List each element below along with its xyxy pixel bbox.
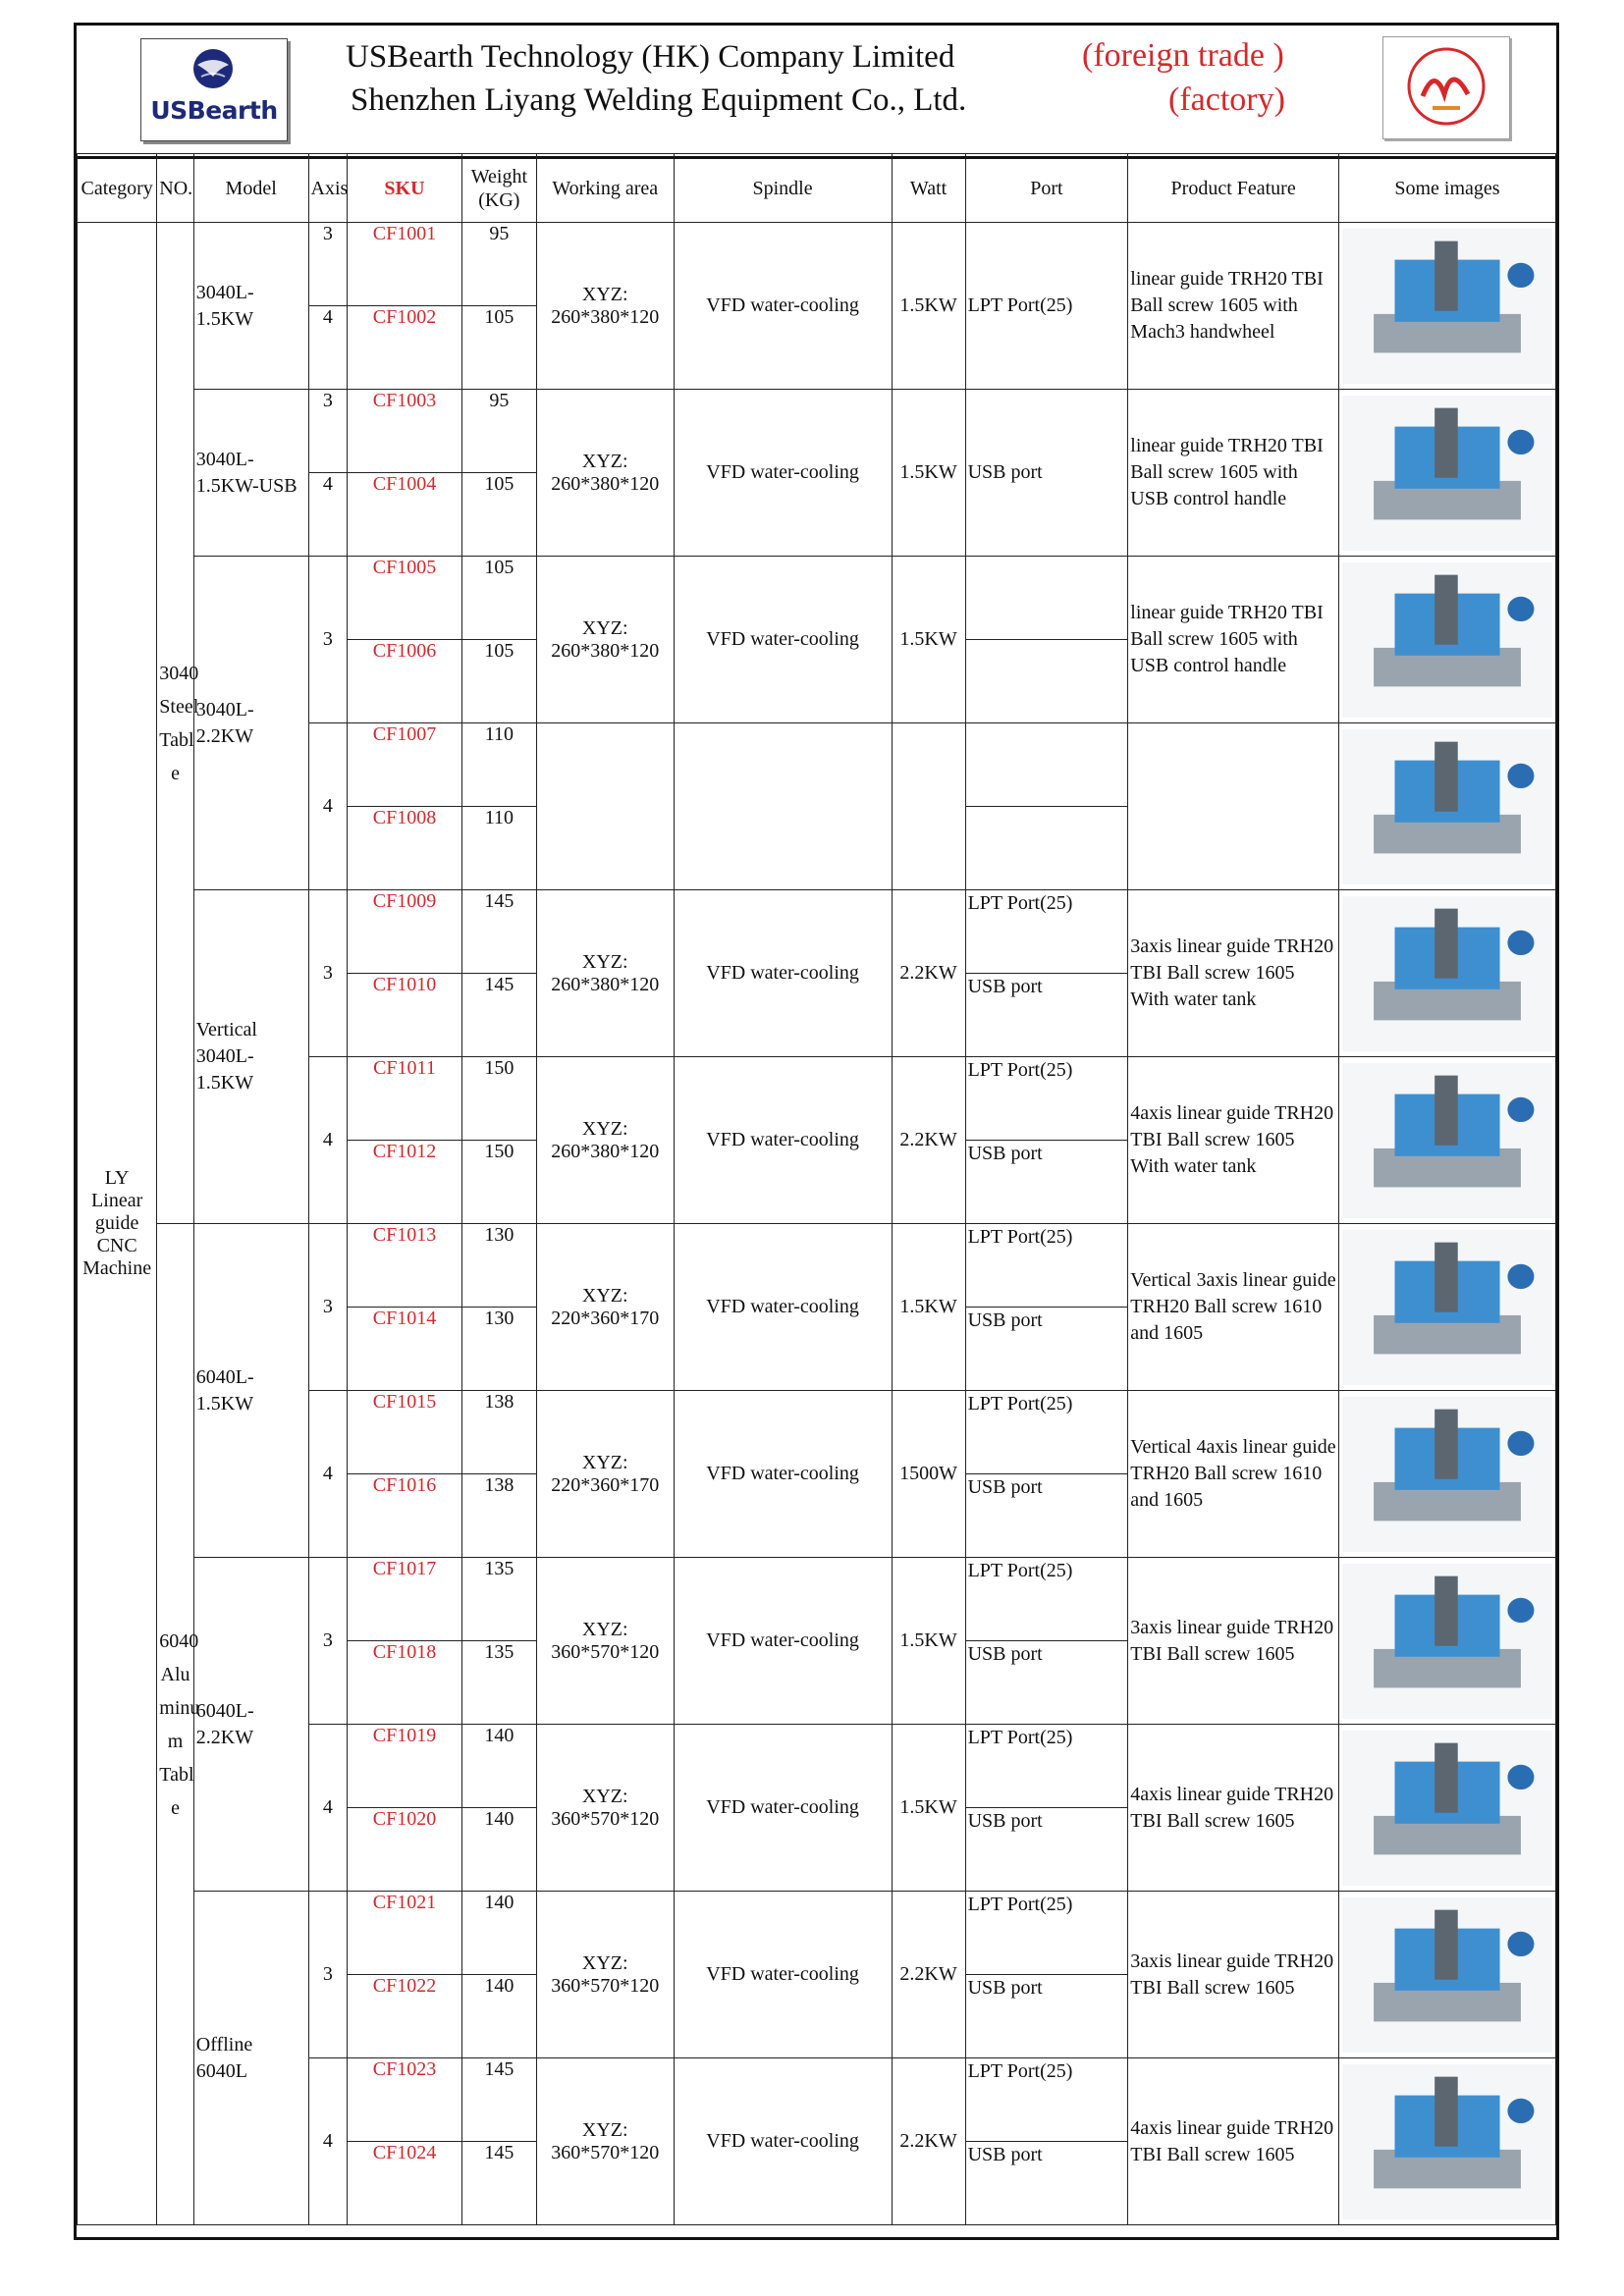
frame-photo: [1342, 1897, 1552, 2053]
price-sheet: [74, 23, 1559, 2240]
model-cell: 3040L-2.2KW: [193, 557, 308, 890]
feature-cell: Vertical 4axis linear guide TRH20 Ball screw 1610 and 1605: [1128, 1391, 1339, 1558]
carving-sample-photo: [1342, 896, 1552, 1051]
port-cell: [965, 723, 1128, 807]
watt-cell: 2.2KW: [892, 1892, 965, 2058]
port-cell: USB port: [965, 1808, 1128, 1892]
working-area-cell: XYZ: 260*380*120: [536, 890, 674, 1057]
spindle-cell: VFD water-cooling: [674, 1558, 892, 1725]
spindle-cell: VFD water-cooling: [674, 1391, 892, 1558]
port-cell: USB port: [965, 974, 1128, 1057]
port-cell: [965, 640, 1128, 723]
spindle-cell: VFD water-cooling: [674, 1224, 892, 1391]
feature-cell: 3axis linear guide TRH20 TBI Ball screw 1605 With water tank: [1128, 890, 1339, 1057]
working-area-cell: XYZ: 260*380*120: [536, 390, 674, 557]
product-table: [77, 153, 1556, 2225]
col-axis: Axis: [308, 154, 348, 223]
port-cell: USB port: [965, 390, 1128, 557]
globe-icon: [191, 47, 235, 90]
weight-cell: 110: [461, 723, 536, 807]
model-cell: Vertical 3040L-1.5KW: [193, 890, 308, 1224]
spindle-cell: VFD water-cooling: [674, 890, 892, 1057]
company-name-hk: USBearth Technology (HK) Company Limited: [346, 39, 955, 75]
product-image: [1338, 557, 1555, 723]
feature-cell: 3axis linear guide TRH20 TBI Ball screw 1605: [1128, 1558, 1339, 1725]
port-cell: USB port: [965, 1641, 1128, 1725]
cnc-machine-photo: [1342, 229, 1552, 384]
spindle-cell: VFD water-cooling: [674, 557, 892, 723]
spindle-cell: VFD water-cooling: [674, 390, 892, 557]
weight-cell: 150: [461, 1057, 536, 1141]
working-area-cell: XYZ: 360*570*120: [536, 2058, 674, 2225]
sku-cell: CF1023: [348, 2058, 462, 2142]
weight-cell: 110: [461, 807, 536, 890]
weight-cell: 140: [461, 1892, 536, 1975]
port-cell: LPT Port(25): [965, 2058, 1128, 2142]
table-row: [78, 1558, 1556, 1641]
table-header-row: [78, 154, 1556, 223]
product-image: [1338, 890, 1555, 1057]
working-area-cell: XYZ: 260*380*120: [536, 223, 674, 390]
working-area-cell: XYZ: 360*570*120: [536, 1558, 674, 1725]
port-cell: USB port: [965, 1141, 1128, 1224]
sku-cell: CF1002: [348, 306, 462, 390]
axis-cell: 3: [308, 1892, 348, 2058]
product-image: [1338, 1391, 1555, 1558]
sku-cell: CF1005: [348, 557, 462, 640]
feature-cell: 3axis linear guide TRH20 TBI Ball screw 1605: [1128, 1892, 1339, 2058]
port-cell: USB port: [965, 1975, 1128, 2058]
weight-cell: 145: [461, 974, 536, 1057]
weight-cell: 105: [461, 640, 536, 723]
sku-cell: CF1010: [348, 974, 462, 1057]
table-row: [78, 390, 1556, 473]
model-cell: 6040L-2.2KW: [193, 1558, 308, 1892]
sku-cell: CF1016: [348, 1474, 462, 1558]
table-row: [78, 1224, 1556, 1308]
spindle-cell: VFD water-cooling: [674, 223, 892, 390]
weight-cell: 145: [461, 2142, 536, 2225]
sku-cell: CF1013: [348, 1224, 462, 1308]
port-cell: USB port: [965, 2142, 1128, 2225]
axis-cell: 4: [308, 473, 348, 557]
cnc-machine-photo: [1342, 1731, 1552, 1886]
axis-cell: 3: [308, 223, 348, 306]
watt-cell: [892, 723, 965, 890]
sku-cell: CF1024: [348, 2142, 462, 2225]
rotary-axis-photo: [1342, 396, 1552, 551]
weight-cell: 150: [461, 1141, 536, 1224]
port-cell: LPT Port(25): [965, 1224, 1128, 1308]
sku-cell: CF1021: [348, 1892, 462, 1975]
weight-cell: 145: [461, 890, 536, 974]
port-cell: [965, 807, 1128, 890]
rotary-axis-photo: [1342, 562, 1552, 718]
axis-cell: 3: [308, 890, 348, 1057]
category-cell: LY Linear guide CNC Machine: [78, 223, 157, 2225]
weight-cell: 140: [461, 1808, 536, 1892]
watt-cell: 2.2KW: [892, 890, 965, 1057]
spindle-cell: VFD water-cooling: [674, 1057, 892, 1224]
foreign-trade-tag: (foreign trade ): [1082, 37, 1284, 74]
logo-text: USBearth: [150, 96, 278, 125]
port-cell: LPT Port(25): [965, 1391, 1128, 1474]
weight-cell: 105: [461, 557, 536, 640]
weight-cell: 105: [461, 306, 536, 390]
sku-cell: CF1006: [348, 640, 462, 723]
product-image: [1338, 1725, 1555, 1892]
cnc-machine-photo: [1342, 1063, 1552, 1218]
sku-cell: CF1001: [348, 223, 462, 306]
watt-cell: 1.5KW: [892, 1558, 965, 1725]
col-model: Model: [193, 154, 308, 223]
weight-cell: 135: [461, 1641, 536, 1725]
sku-cell: CF1009: [348, 890, 462, 974]
weight-cell: 95: [461, 390, 536, 473]
col-weight: Weight (KG): [461, 154, 536, 223]
axis-cell: 3: [308, 557, 348, 723]
weight-cell: 140: [461, 1975, 536, 2058]
working-area-cell: XYZ: 260*380*120: [536, 1057, 674, 1224]
product-image: [1338, 1057, 1555, 1224]
port-cell: LPT Port(25): [965, 223, 1128, 390]
table-row: [78, 557, 1556, 640]
watt-cell: 1.5KW: [892, 1224, 965, 1391]
weight-cell: 130: [461, 1308, 536, 1391]
sku-cell: CF1018: [348, 1641, 462, 1725]
working-area-cell: [536, 723, 674, 890]
watt-cell: 1.5KW: [892, 557, 965, 723]
weight-cell: 140: [461, 1725, 536, 1808]
machined-parts-photo: [1342, 1397, 1552, 1552]
model-cell: 3040L-1.5KW: [193, 223, 308, 390]
working-area-cell: XYZ: 360*570*120: [536, 1892, 674, 2058]
col-no: NO.: [157, 154, 194, 223]
axis-cell: 3: [308, 1558, 348, 1725]
watt-cell: 2.2KW: [892, 1057, 965, 1224]
sku-cell: CF1004: [348, 473, 462, 557]
spindle-cell: [674, 723, 892, 890]
table-row: [78, 890, 1556, 974]
spindle-cell: VFD water-cooling: [674, 2058, 892, 2225]
sku-cell: CF1011: [348, 1057, 462, 1141]
sku-cell: CF1007: [348, 723, 462, 807]
product-image: [1338, 390, 1555, 557]
sku-cell: CF1014: [348, 1308, 462, 1391]
sku-cell: CF1022: [348, 1975, 462, 2058]
port-cell: USB port: [965, 1474, 1128, 1558]
model-cell: 3040L-1.5KW-USB: [193, 390, 308, 557]
feature-cell: linear guide TRH20 TBI Ball screw 1605 with USB control handle: [1128, 390, 1339, 557]
col-sku: SKU: [348, 154, 462, 223]
spindle-cell: VFD water-cooling: [674, 1725, 892, 1892]
port-cell: LPT Port(25): [965, 1725, 1128, 1808]
axis-cell: 4: [308, 2058, 348, 2225]
sku-cell: CF1012: [348, 1141, 462, 1224]
port-cell: [965, 557, 1128, 640]
product-image: [1338, 1558, 1555, 1725]
company-name-shenzhen: Shenzhen Liyang Welding Equipment Co., Ltd.: [351, 82, 967, 118]
seal-icon: [1383, 37, 1509, 138]
sku-cell: CF1017: [348, 1558, 462, 1641]
sku-cell: CF1020: [348, 1808, 462, 1892]
axis-cell: 4: [308, 1725, 348, 1892]
: [1342, 729, 1552, 884]
feature-cell: [1128, 723, 1339, 890]
feature-cell: linear guide TRH20 TBI Ball screw 1605 with Mach3 handwheel: [1128, 223, 1339, 390]
group-no-cell: 6040 Alu minu m Tabl e: [157, 1224, 194, 2225]
feature-cell: Vertical 3axis linear guide TRH20 Ball screw 1610 and 1605: [1128, 1224, 1339, 1391]
table-row: [78, 223, 1556, 306]
company-seal-logo: [1382, 36, 1510, 139]
col-working-area: Working area: [536, 154, 674, 223]
sku-cell: CF1008: [348, 807, 462, 890]
feature-cell: 4axis linear guide TRH20 TBI Ball screw 1605 With water tank: [1128, 1057, 1339, 1224]
weight-cell: 138: [461, 1474, 536, 1558]
port-cell: USB port: [965, 1308, 1128, 1391]
watt-cell: 1.5KW: [892, 1725, 965, 1892]
watt-cell: 1.5KW: [892, 223, 965, 390]
factory-tag: (factory): [1168, 81, 1285, 118]
model-cell: Offline 6040L: [193, 1892, 308, 2225]
feature-cell: 4axis linear guide TRH20 TBI Ball screw 1605: [1128, 2058, 1339, 2225]
cnc-machine-photo: [1342, 1564, 1552, 1719]
col-images: Some images: [1338, 154, 1555, 223]
sku-cell: CF1015: [348, 1391, 462, 1474]
table-row: [78, 1892, 1556, 1975]
packing-box-photo: [1342, 2064, 1552, 2219]
port-cell: LPT Port(25): [965, 890, 1128, 974]
axis-cell: 4: [308, 306, 348, 390]
axis-cell: 4: [308, 723, 348, 890]
sku-cell: CF1019: [348, 1725, 462, 1808]
group-no-cell: 3040 Steel Tabl e: [157, 223, 194, 1224]
weight-cell: 130: [461, 1224, 536, 1308]
header-band: [77, 26, 1556, 159]
watt-cell: 1.5KW: [892, 390, 965, 557]
col-product-feature: Product Feature: [1128, 154, 1339, 223]
usbearth-logo: [140, 38, 288, 141]
watt-cell: 1500W: [892, 1391, 965, 1558]
port-cell: LPT Port(25): [965, 1057, 1128, 1141]
weight-cell: 138: [461, 1391, 536, 1474]
col-spindle: Spindle: [674, 154, 892, 223]
working-area-cell: XYZ: 220*360*170: [536, 1391, 674, 1558]
watt-cell: 2.2KW: [892, 2058, 965, 2225]
product-image: [1338, 723, 1555, 890]
port-cell: LPT Port(25): [965, 1892, 1128, 1975]
feature-cell: 4axis linear guide TRH20 TBI Ball screw 1605: [1128, 1725, 1339, 1892]
vertical-cnc-photo: [1342, 1230, 1552, 1385]
axis-cell: 3: [308, 1224, 348, 1391]
working-area-cell: XYZ: 360*570*120: [536, 1725, 674, 1892]
port-cell: LPT Port(25): [965, 1558, 1128, 1641]
model-cell: 6040L-1.5KW: [193, 1224, 308, 1558]
product-image: [1338, 223, 1555, 390]
axis-cell: 4: [308, 1057, 348, 1224]
weight-cell: 95: [461, 223, 536, 306]
feature-cell: linear guide TRH20 TBI Ball screw 1605 with USB control handle: [1128, 557, 1339, 723]
col-category: Category: [78, 154, 157, 223]
product-image: [1338, 2058, 1555, 2225]
axis-cell: 3: [308, 390, 348, 473]
weight-cell: 105: [461, 473, 536, 557]
sku-cell: CF1003: [348, 390, 462, 473]
weight-cell: 135: [461, 1558, 536, 1641]
weight-cell: 145: [461, 2058, 536, 2142]
product-image: [1338, 1892, 1555, 2058]
working-area-cell: XYZ: 220*360*170: [536, 1224, 674, 1391]
working-area-cell: XYZ: 260*380*120: [536, 557, 674, 723]
product-image: [1338, 1224, 1555, 1391]
col-watt: Watt: [892, 154, 965, 223]
col-port: Port: [965, 154, 1128, 223]
axis-cell: 4: [308, 1391, 348, 1558]
spindle-cell: VFD water-cooling: [674, 1892, 892, 2058]
